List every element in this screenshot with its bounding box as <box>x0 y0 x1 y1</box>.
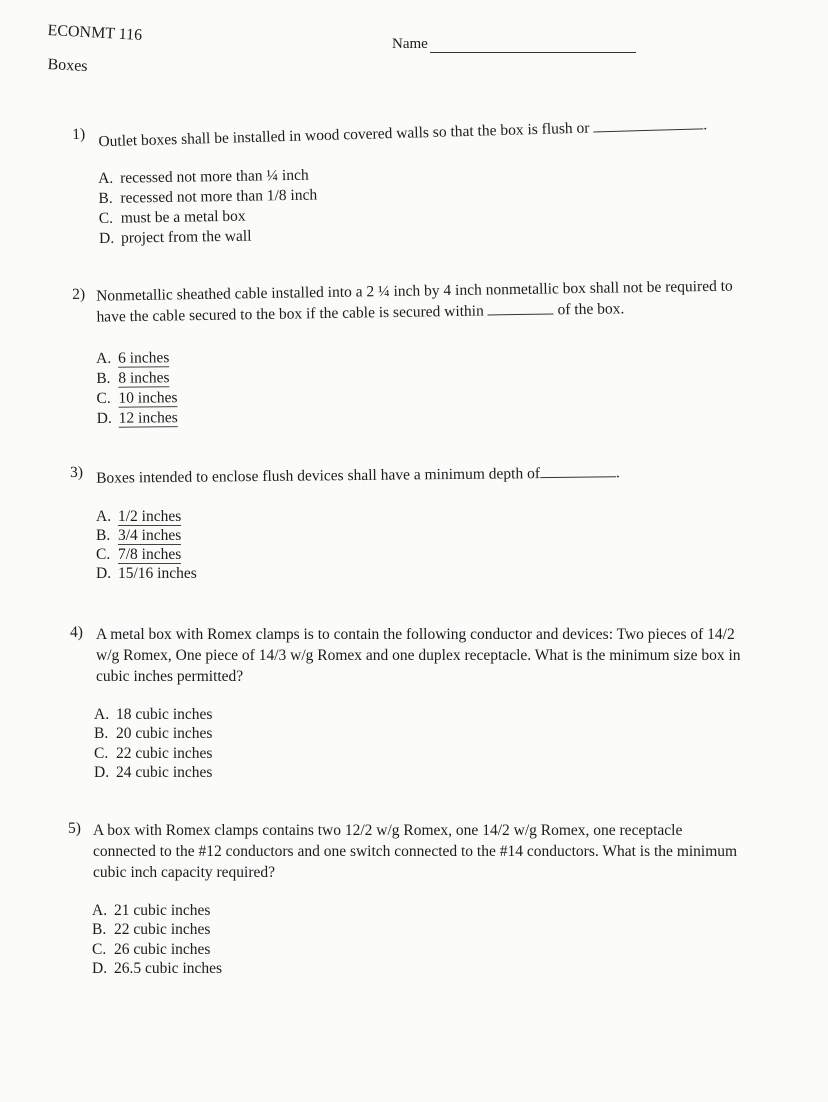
option-b: B. 22 cubic inches <box>92 921 211 938</box>
option-b: B. 20 cubic inches <box>94 725 213 742</box>
question-text: cubic inch capacity required? <box>93 864 276 881</box>
option-a: A. recessed not more than ¼ inch <box>98 166 309 187</box>
question-end: . <box>703 116 708 134</box>
name-field-line <box>430 52 636 53</box>
question-text: A box with Romex clamps contains two 12/2 w/g Romex, one 14/2 w/g Romex, one receptacle <box>93 822 683 839</box>
question-end: of the box. <box>557 300 625 319</box>
option-b: B. recessed not more than 1/8 inch <box>98 186 318 207</box>
option-c: C. 10 inches <box>96 389 178 407</box>
option-d: D. 12 inches <box>96 409 178 427</box>
option-a: A. 21 cubic inches <box>92 902 211 919</box>
option-d: D. project from the wall <box>98 227 252 247</box>
option-b: B. 8 inches <box>96 369 170 387</box>
name-label: Name <box>392 36 428 52</box>
question-number: 1) <box>72 125 86 143</box>
option-c: C. must be a metal box <box>98 207 246 227</box>
answer-blank <box>593 116 703 132</box>
question-text: Boxes intended to enclose flush devices shall have a minimum depth of <box>96 465 541 487</box>
option-c: C. 7/8 inches <box>96 546 182 563</box>
question-text: connected to the #12 conductors and one switch connected to the #14 conductors. What is the minimum <box>93 843 738 860</box>
answer-blank <box>488 301 554 315</box>
option-a: A. 6 inches <box>96 349 170 367</box>
worksheet-topic: Boxes <box>47 56 88 76</box>
question-text: w/g Romex, One piece of 14/3 w/g Romex and one duplex receptacle. What is the minimum size box in <box>96 647 741 664</box>
question-text: A metal box with Romex clamps is to contain the following conductor and devices: Two pieces of 14/2 <box>96 626 735 643</box>
answer-blank <box>540 464 616 478</box>
option-b: B. 3/4 inches <box>96 527 182 544</box>
question-end: . <box>615 464 620 482</box>
option-d: D. 15/16 inches <box>96 565 197 582</box>
question-text: have the cable secured to the box if the cable is secured within <box>96 302 484 326</box>
course-code: ECONMT 116 <box>47 22 143 44</box>
option-c: C. 22 cubic inches <box>94 745 213 762</box>
question-number: 4) <box>70 624 83 641</box>
question-text: Outlet boxes shall be installed in wood covered walls so that the box is flush or <box>98 119 590 151</box>
option-a: A. 18 cubic inches <box>94 706 213 723</box>
question-text: cubic inches permitted? <box>96 668 244 685</box>
question-text: Nonmetallic sheathed cable installed into a 2 ¼ inch by 4 inch nonmetallic box shall not be required to <box>96 277 733 305</box>
option-a: A. 1/2 inches <box>96 508 182 525</box>
option-c: C. 26 cubic inches <box>92 941 211 958</box>
option-d: D. 24 cubic inches <box>94 764 213 781</box>
question-number: 5) <box>68 820 81 837</box>
option-d: D. 26.5 cubic inches <box>92 960 223 977</box>
question-number: 2) <box>72 285 86 303</box>
question-number: 3) <box>70 463 84 481</box>
